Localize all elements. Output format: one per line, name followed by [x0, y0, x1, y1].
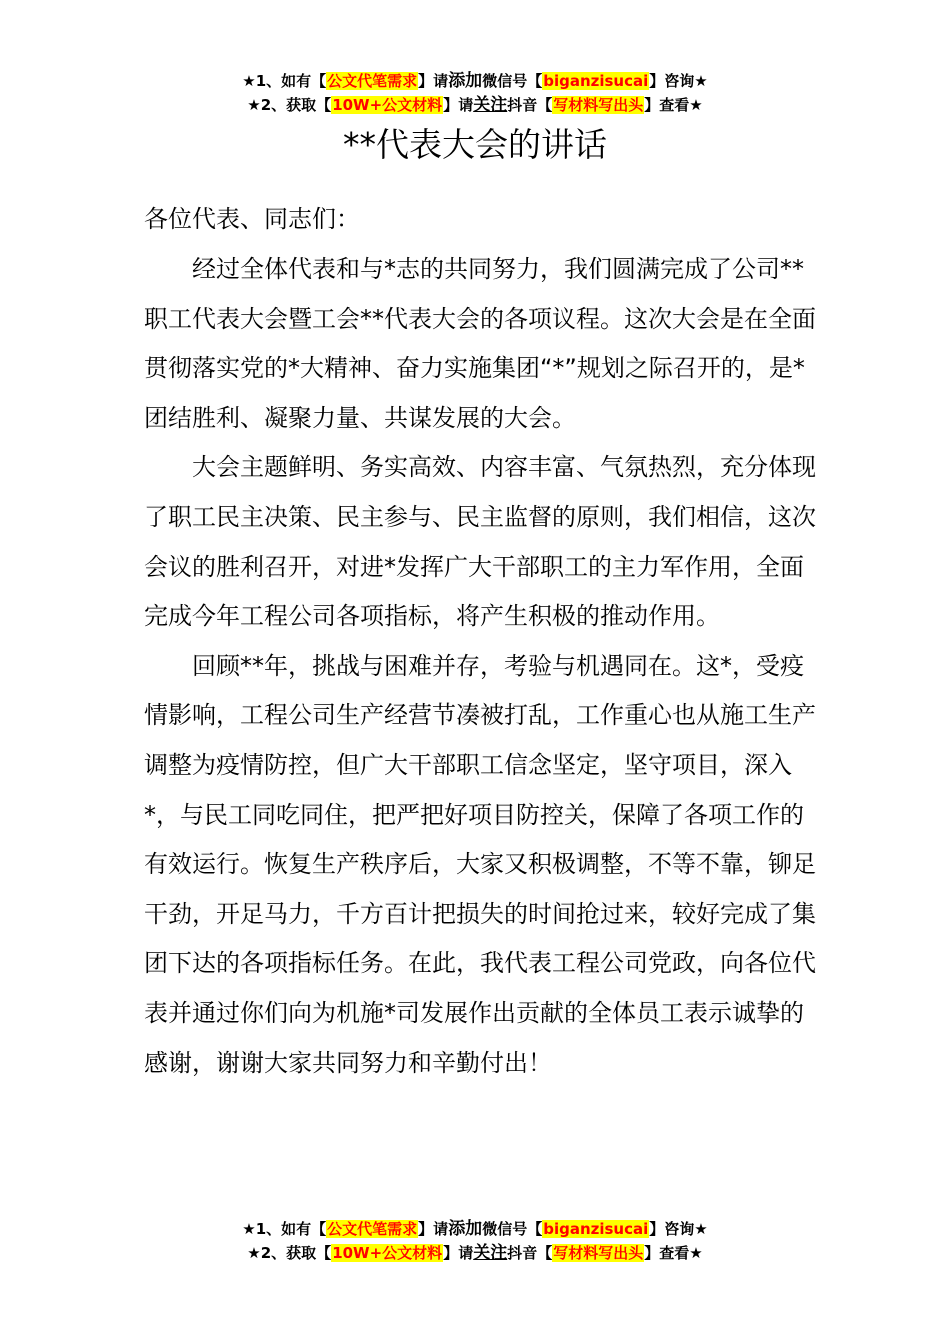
paragraph-3: 回顾**年，挑战与困难并存，考验与机遇同在。这*，受疫情影响，工程公司生产经营节凑被打乱，工作重心也从施工生产调整为疫情防控，但广大干部职工信念坚定，坚守项目，深入*，与民工同吃同住，把严把好项目防控关，保障了各项工作的有效运行。恢复生产秩序后，大家又积极调整，不等不靠，铆足干劲，开足马力，千方百计把损失的时间抢过来，较好完成了集团下达的各项指标任务。在此，我代表工程公司党政，向各位代表并通过你们向为机施*司发展作出贡献的全体员工表示诚挚的感谢，谢谢大家共同努力和辛勤付出！	[144, 651, 816, 1077]
notice-line-1: ★1、如有【公文代笔需求】请添加微信号【biganzisucai】咨询★	[242, 71, 708, 91]
douyin-account-highlight: 写材料写出头	[553, 1244, 644, 1262]
notice-line-2: ★2、获取【10W+公文材料】请关注抖音【写材料写出头】查看★	[247, 95, 703, 115]
wechat-id-highlight: biganzisucai	[543, 72, 649, 90]
salutation: 各位代表、同志们：	[144, 205, 360, 233]
bottom-notice	[0, 1217, 950, 1265]
paragraph-1: 经过全体代表和与*志的共同努力，我们圆满完成了公司**职工代表大会暨工会**代表大会的各项议程。这次大会是在全面贯彻落实党的*大精神、奋力实施集团“*”规划之际召开的，是*团结胜利、凝聚力量、共谋发展的大会。	[144, 255, 816, 432]
document-body	[144, 245, 824, 1088]
materials-highlight: 10W+公文材料	[332, 1244, 443, 1262]
notice-line-1: ★1、如有【公文代笔需求】请添加微信号【biganzisucai】咨询★	[242, 1219, 708, 1239]
wechat-id-highlight: biganzisucai	[543, 1220, 649, 1238]
service-highlight: 公文代笔需求	[327, 72, 418, 90]
paragraph-2: 大会主题鲜明、务实高效、内容丰富、气氛热烈，充分体现了职工民主决策、民主参与、民主监督的原则，我们相信，这次会议的胜利召开，对进*发挥广大干部职工的主力军作用，全面完成今年工程公司各项指标，将产生积极的推动作用。	[144, 453, 816, 631]
page-title: **代表大会的讲话	[343, 125, 607, 164]
service-highlight: 公文代笔需求	[327, 1220, 418, 1238]
douyin-account-highlight: 写材料写出头	[553, 96, 644, 114]
top-notice	[0, 69, 950, 117]
materials-highlight: 10W+公文材料	[332, 96, 443, 114]
notice-line-2: ★2、获取【10W+公文材料】请关注抖音【写材料写出头】查看★	[247, 1243, 703, 1263]
